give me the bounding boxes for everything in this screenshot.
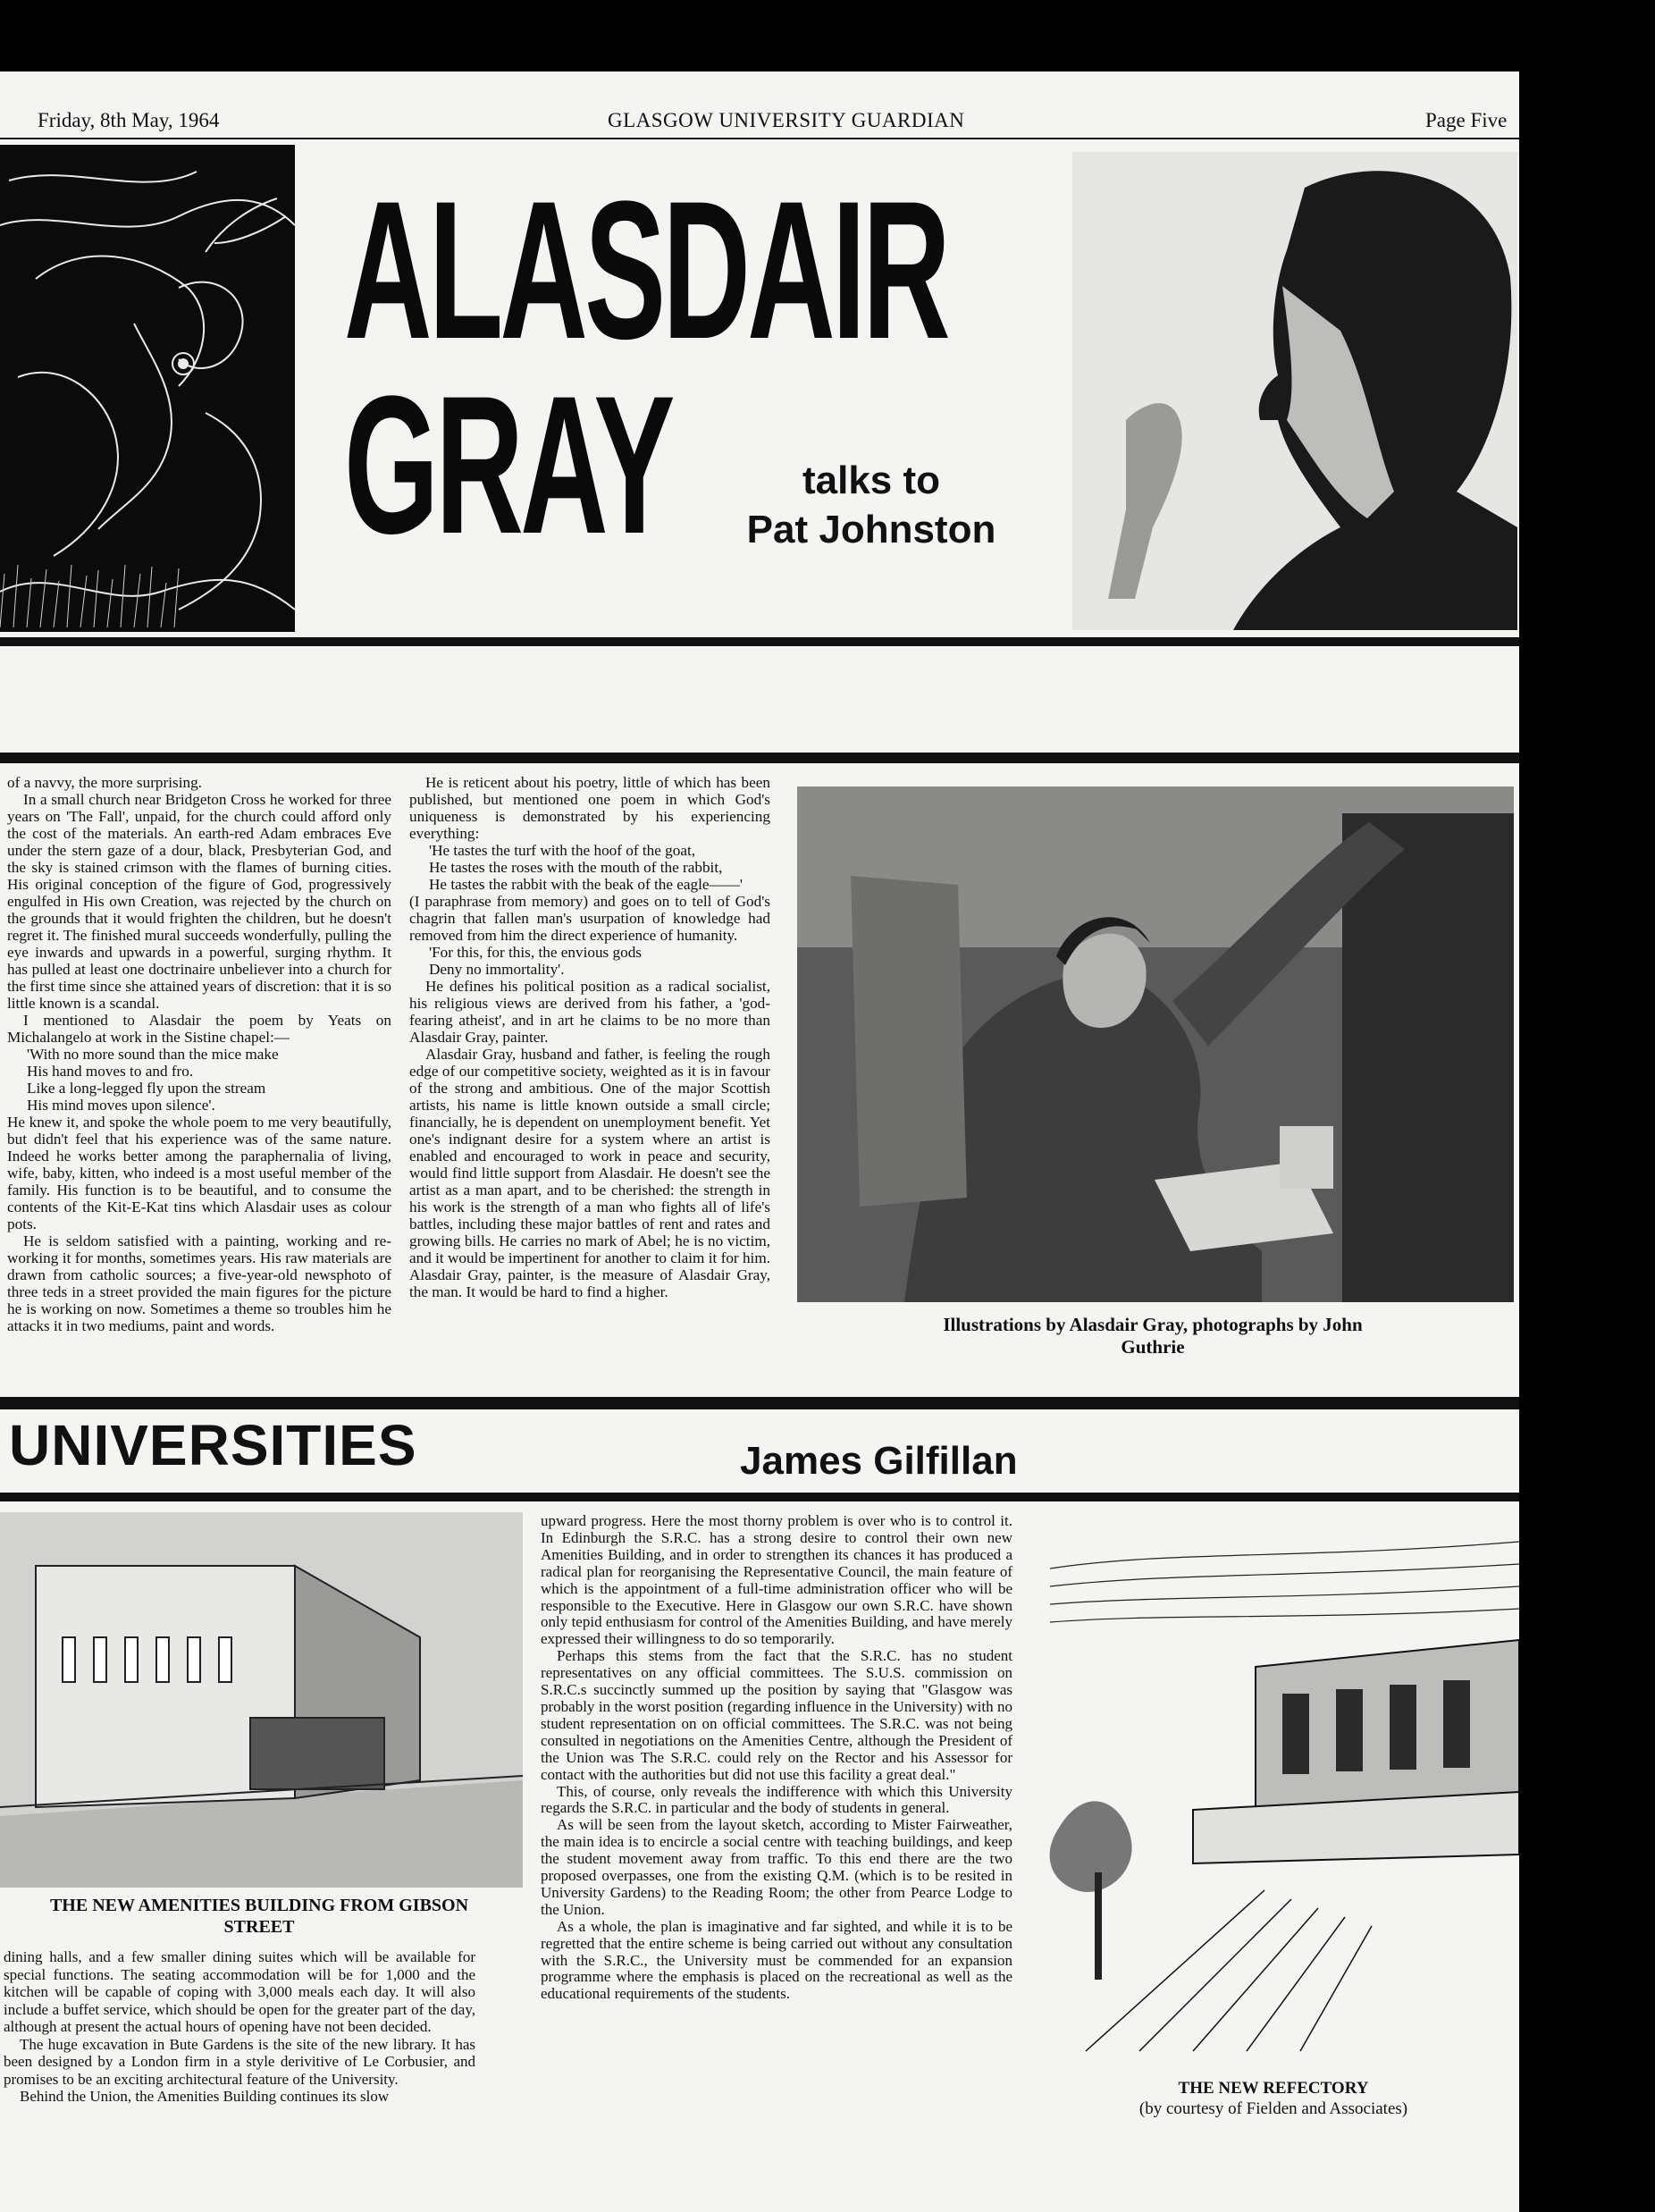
paragraph: As a whole, the plan is imaginative and far sighted, and while it is to be regretted that the entire scheme is being carried out without any consultation with the S.R.C., the University must be commended for an expansion programme where the emphasis is placed on the recreational as well as the educational requirements of the students.	[541, 1917, 1012, 2003]
universities-top-rule	[0, 1397, 1519, 1409]
feature-top-rule	[0, 637, 1519, 646]
verse-line: He tastes the roses with the mouth of the rabbit,	[429, 859, 723, 876]
page-number: Page Five	[1425, 109, 1508, 131]
refectory-credit: (by courtesy of Fielden and Associates)	[1138, 2099, 1408, 2118]
article-top-rule	[0, 753, 1519, 763]
paper-title: GLASGOW UNIVERSITY GUARDIAN	[608, 109, 965, 131]
paragraph: The huge excavation in Bute Gardens is the site of the new library. It has been designed by a London firm in a style derivitive of Le Corbusier, and promises to be an exciting architectural feature of the University.	[4, 2035, 475, 2088]
paragraph: I mentioned to Alasdair the poem by Yeats on Michalangelo at work in the Sistine chapel:—	[7, 1012, 391, 1046]
paragraph: As will be seen from the layout sketch, according to Mister Fairweather, the main idea is to encircle a social centre with teaching buildings, and keep the student movement away from traffic. To this end there are the two proposed overpasses, one from the existing Q.M. (which is to be resited in University Gardens) to the Reading Room; the other from Pearce Lodge to the Union.	[541, 1816, 1012, 1918]
paragraph: He knew it, and spoke the whole poem to me very beautifully, but didn't feel that his experience was of the same nature. Indeed he works better among the paraphernalia of living, wife, baby, kitten, who indeed is a most useful member of the family. His function is to be beautiful, and to consume the contents of the Kit-E-Kat tins which Alasdair uses as colour pots.	[7, 1114, 391, 1232]
paragraph: In a small church near Bridgeton Cross he worked for three years on 'The Fall', unpaid, for the church could afford only the cost of the materials. An earth-red Adam embraces Eve under the stern gaze of a dour, black, Presbyterian God, and the sky is stained crimson with the flames of burning cities. His original conception of the figure of God, progressively engulfed in His own Creation, was rejected by the church on the grounds that it would frighten the children, but he doesn't regret it. The finished mural succeeds wonderfully, pulling the eye inwards and upwards in a powerful, surging rhythm. It has pulled at least one doctrinaire unbeliever into a church for the first time since she attained years of discretion: that it is so little known is a scandal.	[7, 791, 391, 1012]
newspaper-page	[0, 71, 1519, 2212]
verse-line: He tastes the rabbit with the beak of the eagle——'	[429, 876, 743, 893]
paragraph: (I paraphrase from memory) and goes on to tell of God's chagrin that fallen man's usurpation of knowledge had removed from him the direct experience of humanity.	[409, 893, 770, 944]
masthead-rule	[0, 138, 1519, 139]
painter-photo	[797, 786, 1514, 1302]
issue-date: Friday, 8th May, 1964	[38, 109, 220, 131]
verse-line: Deny no immortality'.	[429, 961, 565, 978]
byline-talks-to: talks to	[802, 458, 941, 502]
portrait-photo	[1072, 152, 1517, 630]
verse-line: Like a long-legged fly upon the stream	[27, 1080, 266, 1097]
amenities-building-sketch	[0, 1512, 523, 1888]
byline-interviewer: Pat Johnston	[746, 508, 996, 551]
verse-line: 'With no more sound than the mice make	[27, 1046, 279, 1063]
refectory-sketch	[1032, 1515, 1519, 2069]
universities-column-2	[541, 1513, 1012, 2003]
paragraph: He is reticent about his poetry, little of which has been published, but mentioned one poem in which God's uniqueness is demonstrated by his experiencing everything:	[409, 774, 770, 842]
section-author: James Gilfillan	[740, 1439, 1018, 1483]
universities-head-rule	[0, 1493, 1519, 1501]
feature-column-2	[409, 774, 770, 1300]
paragraph: Perhaps this stems from the fact that the S.R.C. has no student representatives on any official committees. The S.U.S. commission on S.R.C.s succinctly summed up the position by saying that "Glasgow was probably in the worst position (regarding influence in the University) with no student representation on on official committees. The S.R.C. was not being consulted in negotiations on the Amenities Centre, although the President of the Union was The S.R.C. could rely on the Rector and his Assessor for contact with the authorities but did not use this facility a great deal."	[541, 1647, 1012, 1783]
paragraph: of a navvy, the more surprising.	[7, 774, 202, 791]
hare-woodcut-illustration	[0, 145, 295, 632]
feature-column-1	[7, 774, 391, 1334]
paragraph: dining halls, and a few smaller dining suites which will be available for special functions. The seating accommodation will be for 1,000 and the kitchen will be capable of coping with 3,000 meals each day. It will also include a buffet service, which should be open for the greater part of the day, although at present the actual hours of opening have not been decided.	[4, 1948, 475, 2035]
paragraph: This, of course, only reveals the indifference with which this University regards the S.R.C. in particular and the body of students in general.	[541, 1782, 1012, 1817]
amenities-caption: THE NEW AMENITIES BUILDING FROM GIBSON STREET	[49, 1896, 469, 1937]
paragraph: upward progress. Here the most thorny problem is over who is to control it. In Edinburgh the S.R.C. has a strong desire to control their own new Amenities Building, and in order to strengthen its chances it has produced a radical plan for reorganising the Representative Council, the main feature of which is the appointment of a full-time administration officer who will be responsible to the Executive. Here in Glasgow our own S.R.C. have shown only tepid enthusiasm for control of the Amenities Building, and have merely expressed their willingness to do so temporarily.	[541, 1512, 1012, 1648]
universities-column-1	[4, 1948, 475, 2106]
headline-alasdair: ALASDAIR	[344, 160, 947, 380]
verse-line: His hand moves to and fro.	[27, 1063, 194, 1080]
paragraph: He is seldom satisfied with a painting, working and re-working it for months, sometimes years. His raw materials are drawn from catholic sources; a five-year-old newsphoto of three teds in a street provided the main figures for the picture he is working on now. Sometimes a theme so troubles him he attacks it in two mediums, paint and words.	[7, 1232, 391, 1334]
byline	[724, 456, 1019, 554]
paragraph: Behind the Union, the Amenities Building continues its slow	[20, 2088, 390, 2105]
verse-line: 'For this, for this, the envious gods	[429, 944, 642, 961]
paragraph: Alasdair Gray, husband and father, is feeling the rough edge of our competitive society, weighted as it is in favour of the strong and ambitious. One of the major Scottish artists, his name is little known outside a small circle; financially, he is dependent on unemployment benefit. Yet one's indignant desire for a system where an artist is enabled and encouraged to work in peace and security, would find little support from Alasdair. He doesn't see the artist as a man apart, and to be cherished: the strength in his work is the strength of a man who fights all of life's battles, including these major battles of rent and rates and growing bills. He carries no mark of Abel; he is no victim, and it would be impertinent for another to claim it for him. Alasdair Gray, painter, is the measure of Alasdair Gray, the man. It would be hard to find a higher.	[409, 1046, 770, 1300]
paragraph: He defines his political position as a radical socialist, his religious views are derived from his father, a 'god-fearing atheist', and in art he claims to be no more than Alasdair Gray, painter.	[409, 978, 770, 1046]
verse-line: 'He tastes the turf with the hoof of the goat,	[429, 842, 696, 859]
verse-line: His mind moves upon silence'.	[27, 1097, 215, 1114]
photo-credit-caption: Illustrations by Alasdair Gray, photographs by John Guthrie	[943, 1314, 1363, 1358]
refectory-caption: THE NEW REFECTORY	[1178, 2079, 1369, 2098]
section-title-universities: UNIVERSITIES	[9, 1413, 417, 1477]
headline-gray: GRAY	[344, 355, 672, 575]
